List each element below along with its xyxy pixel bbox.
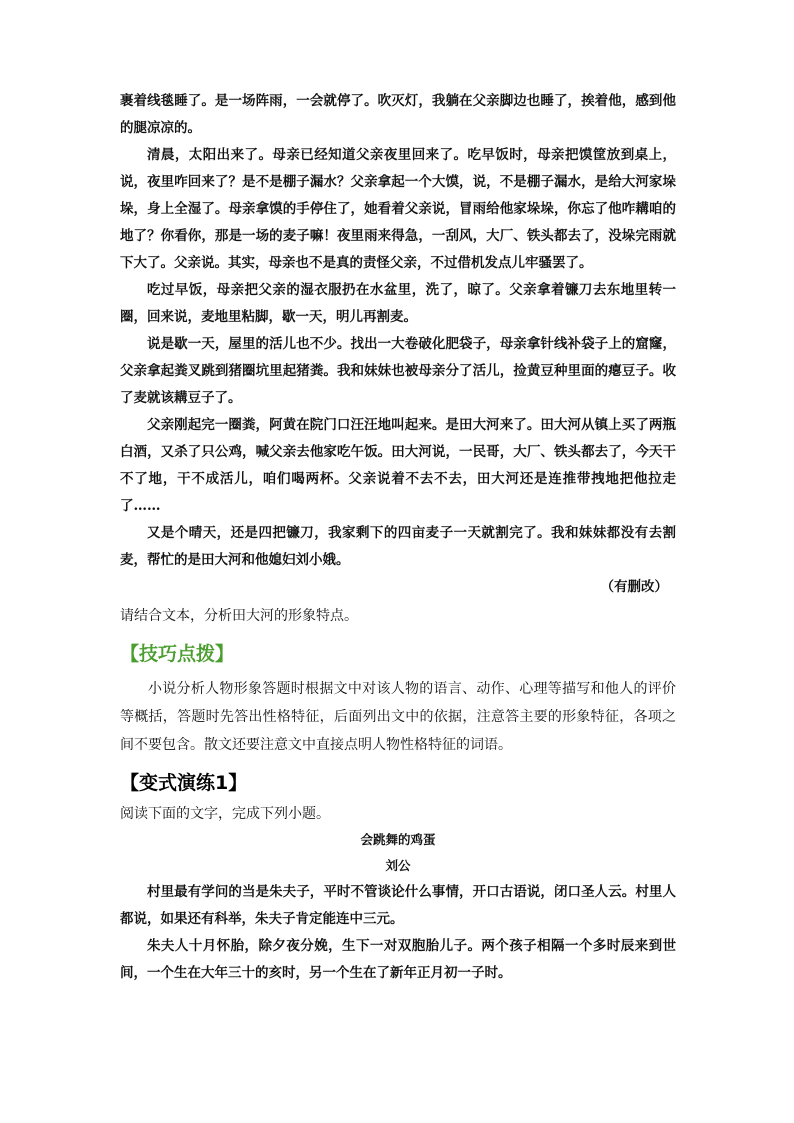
story-paragraph: 清晨，太阳出来了。母亲已经知道父亲夜里回来了。吃早饭时，母亲把馍筐放到桌上，说，夜里咋回来了？是不是棚子漏水？父亲拿起一个大馍，说，不是棚子漏水，是给大河家垛垛，身上全湿了。母亲拿馍的手停住了，她看着父亲说，冒雨给他家垛垛，你忘了他咋耩咱的地了？你看你，那是一场的麦子嘛！夜里雨来得急，一刮风，大厂、铁头都去了，没垛完雨就下大了。父亲说。其实，母亲也不是真的责怪父亲，不过借机发点儿牢骚罢了。 [120, 147, 676, 271]
exercise-paragraph: 朱夫人十月怀胎，除夕夜分娩，生下一对双胞胎儿子。两个孩子相隔一个多时辰来到世间，一个生在大年三十的亥时，另一个生在了新年正月初一子时。 [120, 938, 676, 981]
exercise-title: 【变式演练1】 [120, 772, 248, 794]
story-paragraph: 裹着线毯睡了。是一场阵雨，一会就停了。吹灭灯，我躺在父亲脚边也睡了，挨着他，感到他的腿凉凉的。 [120, 93, 676, 136]
story-author: 刘公 [385, 858, 411, 873]
story-paragraph: 说是歇一天，屋里的活儿也不少。找出一大卷破化肥袋子，母亲拿针线补袋子上的窟窿，父亲拿起粪叉跳到猪圈坑里起猪粪。我和妹妹也被母亲分了活儿，捡黄豆种里面的瘪豆子。收了麦就该耩豆子了。 [120, 336, 676, 406]
exercise-instruction: 阅读下面的文字，完成下列小题。 [120, 806, 330, 822]
question-text: 请结合文本，分析田大河的形象特点。 [120, 608, 358, 624]
story-paragraph: 父亲刚起完一圈粪，阿黄在院门口汪汪地叫起来。是田大河来了。田大河从镇上买了两瓶白酒，又杀了只公鸡，喊父亲去他家吃午饭。田大河说，一民哥，大厂、铁头都去了，今天干不了地，干不成活儿，咱们喝两杯。父亲说着不去不去，田大河还是连推带拽地把他拉走了…… [120, 417, 676, 514]
exercise-paragraph: 村里最有学问的当是朱夫子，平时不管谈论什么事情，开口古语说，闭口圣人云。村里人都说，如果还有科举，朱夫子肯定能连中三元。 [120, 884, 676, 927]
source-note: （有删改） [600, 579, 668, 595]
story-paragraph: 吃过早饭，母亲把父亲的湿衣服扔在水盆里，洗了，晾了。父亲拿着镰刀去东地里转一圈，回来说，麦地里粘脚，歇一天，明儿再割麦。 [120, 282, 676, 325]
hint-body: 小说分析人物形象答题时根据文中对该人物的语言、动作、心理等描写和他人的评价等概括，答题时先答出性格特征，后面列出文中的依据，注意答主要的形象特征，各项之间不要包含。散文还要注意文中直接点明人物性格特征的词语。 [120, 681, 676, 753]
hint-title: 【技巧点拨】 [120, 643, 235, 665]
story-paragraph: 又是个晴天，还是四把镰刀，我家剩下的四亩麦子一天就割完了。我和妹妹都没有去割麦，帮忙的是田大河和他媳妇刘小娥。 [120, 525, 676, 568]
story-title: 会跳舞的鸡蛋 [360, 832, 436, 847]
document-page [120, 88, 676, 987]
story-section [120, 88, 676, 601]
